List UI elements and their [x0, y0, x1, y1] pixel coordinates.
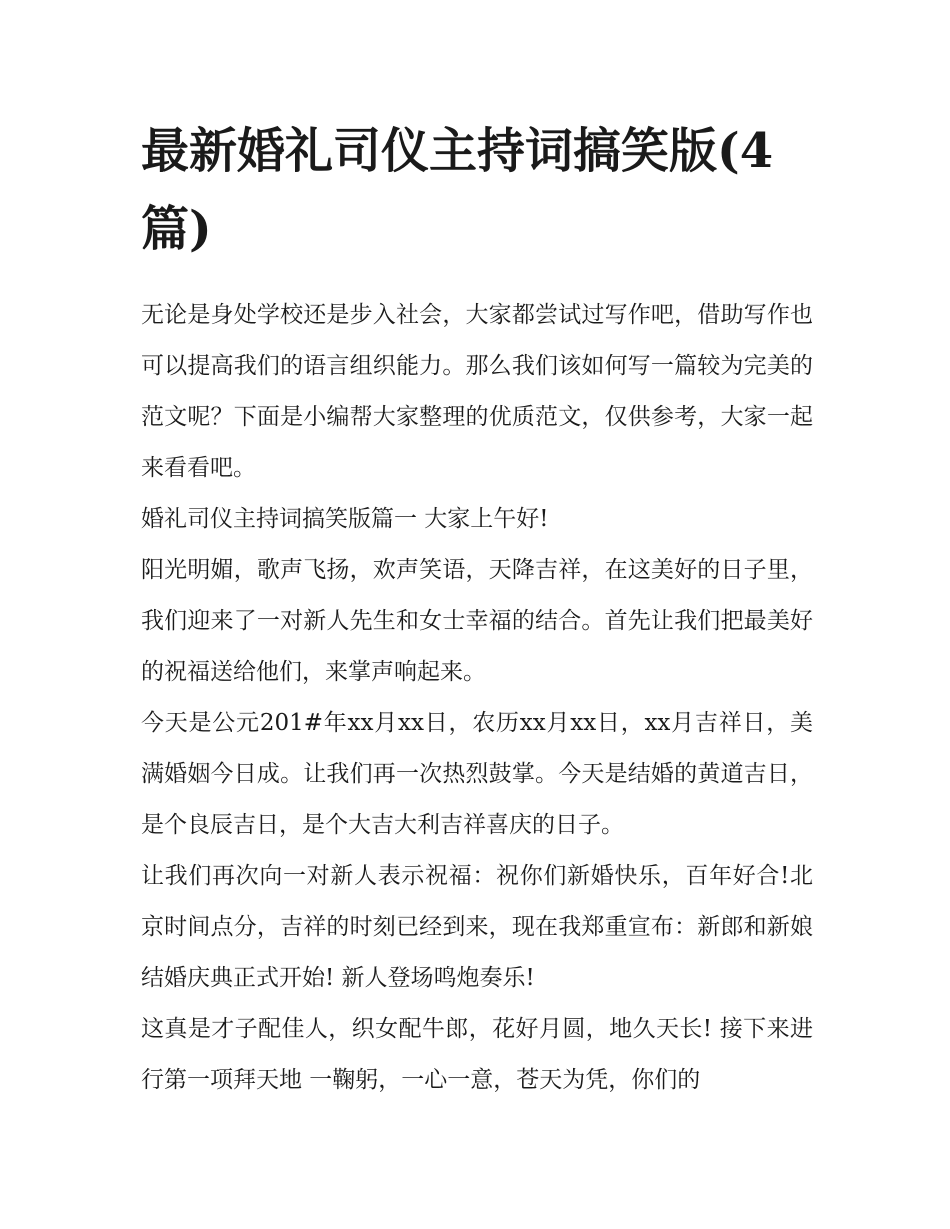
document-body	[141, 290, 813, 1106]
paragraph-opening: 阳光明媚，歌声飞扬，欢声笑语，天降吉祥，在这美好的日子里，我们迎来了一对新人先生和女士幸福的结合。首先让我们把最美好的祝福送给他们，来掌声响起来。	[141, 557, 813, 685]
paragraph-section-heading: 婚礼司仪主持词搞笑版篇一 大家上午好!	[141, 506, 549, 532]
paragraph-ceremony: 这真是才子配佳人，织女配牛郎，花好月圆，地久天长! 接下来进行第一项拜天地 一鞠躬，一心一意，苍天为凭，你们的	[141, 1016, 813, 1093]
document-title: 最新婚礼司仪主持词搞笑版(4篇)	[141, 123, 774, 257]
document-page	[141, 112, 813, 1106]
paragraph-intro: 无论是身处学校还是步入社会，大家都尝试过写作吧，借助写作也可以提高我们的语言组织能力。那么我们该如何写一篇较为完美的范文呢？下面是小编帮大家整理的优质范文，仅供参考，大家一起来看看吧。	[141, 302, 813, 481]
paragraph-date: 今天是公元201#年xx月xx日，农历xx月xx日，xx月吉祥日，美满婚姻今日成。让我们再一次热烈鼓掌。今天是结婚的黄道吉日，是个良辰吉日，是个大吉大利吉祥喜庆的日子。	[141, 710, 813, 838]
paragraph-blessing: 让我们再次向一对新人表示祝福：祝你们新婚快乐，百年好合!北京时间点分，吉祥的时刻已经到来，现在我郑重宣布：新郎和新娘结婚庆典正式开始! 新人登场鸣炮奏乐!	[141, 863, 813, 991]
